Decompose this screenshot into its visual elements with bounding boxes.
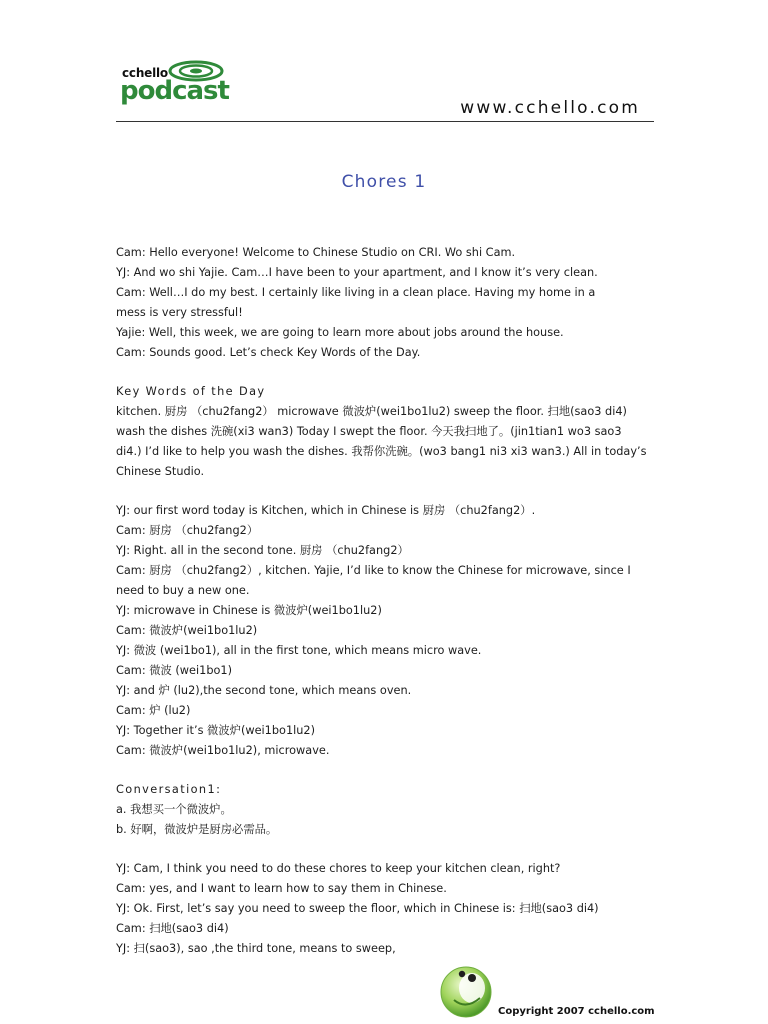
dialogue-line: YJ: Ok. First, let’s say you need to sweep the floor, which in Chinese is: 扫地(sao3 di4)	[116, 902, 599, 915]
header-divider	[116, 121, 654, 122]
logo-big-text: podcast	[120, 76, 229, 106]
intro-section	[116, 243, 656, 363]
dialogue-line: Cam: 炉 (lu2)	[116, 704, 191, 717]
dialogue2-section	[116, 859, 656, 959]
key-words-line: di4.) I’d like to help you wash the dishes. 我帮你洗碗。(wo3 bang1 ni3 xi3 wan3.) All in today’s	[116, 445, 647, 458]
dialogue-line: Cam: 微波炉(wei1bo1lu2)	[116, 624, 258, 637]
conversation-line: a. 我想买一个微波炉。	[116, 803, 232, 816]
dialogue-line: need to buy a new one.	[116, 584, 250, 597]
dialogue-line: Cam: 微波炉(wei1bo1lu2), microwave.	[116, 744, 330, 757]
cchello-mascot-icon	[438, 962, 494, 1018]
key-words-line: wash the dishes 洗碗(xi3 wan3) Today I swept the floor. 今天我扫地了。(jin1tian1 wo3 sao3	[116, 425, 622, 438]
intro-line: YJ: And wo shi Yajie. Cam…I have been to your apartment, and I know it’s very clean.	[116, 266, 598, 279]
intro-line: Cam: Well…I do my best. I certainly like living in a clean place. Having my home in a	[116, 286, 596, 299]
dialogue-line: Cam: 厨房 （chu2fang2）	[116, 524, 259, 537]
conversation-line: b. 好啊，微波炉是厨房必需品。	[116, 823, 278, 836]
dialogue-line: YJ: Together it’s 微波炉(wei1bo1lu2)	[116, 724, 316, 737]
dialogue-line: YJ: and 炉 (lu2),the second tone, which means oven.	[116, 684, 412, 697]
dialogue-line: Cam: 扫地(sao3 di4)	[116, 922, 229, 935]
key-words-section	[116, 382, 656, 482]
dialogue-line: YJ: Right. all in the second tone. 厨房 （chu2fang2）	[116, 544, 409, 557]
site-url: www.cchello.com	[460, 98, 640, 118]
intro-line: mess is very stressful!	[116, 306, 243, 319]
dialogue-line: Cam: yes, and I want to learn how to say them in Chinese.	[116, 882, 447, 895]
dialogue-section	[116, 501, 656, 761]
spacer	[116, 840, 656, 859]
intro-line: Yajie: Well, this week, we are going to learn more about jobs around the house.	[116, 326, 564, 339]
dialogue-line: YJ: 扫(sao3), sao ,the third tone, means to sweep,	[116, 942, 396, 955]
dialogue-line: Cam: 厨房 （chu2fang2）, kitchen. Yajie, I’d like to know the Chinese for microwave, since I	[116, 564, 631, 577]
spacer	[116, 761, 656, 780]
dialogue-line: YJ: our first word today is Kitchen, which in Chinese is 厨房 （chu2fang2）.	[116, 504, 536, 517]
dialogue-line: Cam: 微波 (wei1bo1)	[116, 664, 232, 677]
dialogue-line: YJ: 微波 (wei1bo1), all in the first tone, which means micro wave.	[116, 644, 482, 657]
logo-small-text: cchello	[122, 66, 168, 80]
conversation-heading: Conversation1:	[116, 783, 222, 796]
key-words-heading: Key Words of the Day	[116, 385, 266, 398]
dialogue-line: YJ: microwave in Chinese is 微波炉(wei1bo1lu2)	[116, 604, 382, 617]
copyright-text: Copyright 2007 cchello.com	[498, 1006, 655, 1017]
spacer	[116, 363, 656, 382]
page-title: Chores 1	[341, 172, 427, 192]
key-words-line: Chinese Studio.	[116, 465, 205, 478]
document-body	[116, 243, 656, 959]
intro-line: Cam: Sounds good. Let’s check Key Words of the Day.	[116, 346, 421, 359]
intro-line: Cam: Hello everyone! Welcome to Chinese Studio on CRI. Wo shi Cam.	[116, 246, 516, 259]
spacer	[116, 482, 656, 501]
key-words-line: kitchen. 厨房 （chu2fang2） microwave 微波炉(wei1bo1lu2) sweep the floor. 扫地(sao3 di4)	[116, 405, 627, 418]
cchello-podcast-logo	[120, 60, 230, 108]
dialogue-line: YJ: Cam, I think you need to do these chores to keep your kitchen clean, right?	[116, 862, 561, 875]
conversation-section	[116, 780, 656, 840]
